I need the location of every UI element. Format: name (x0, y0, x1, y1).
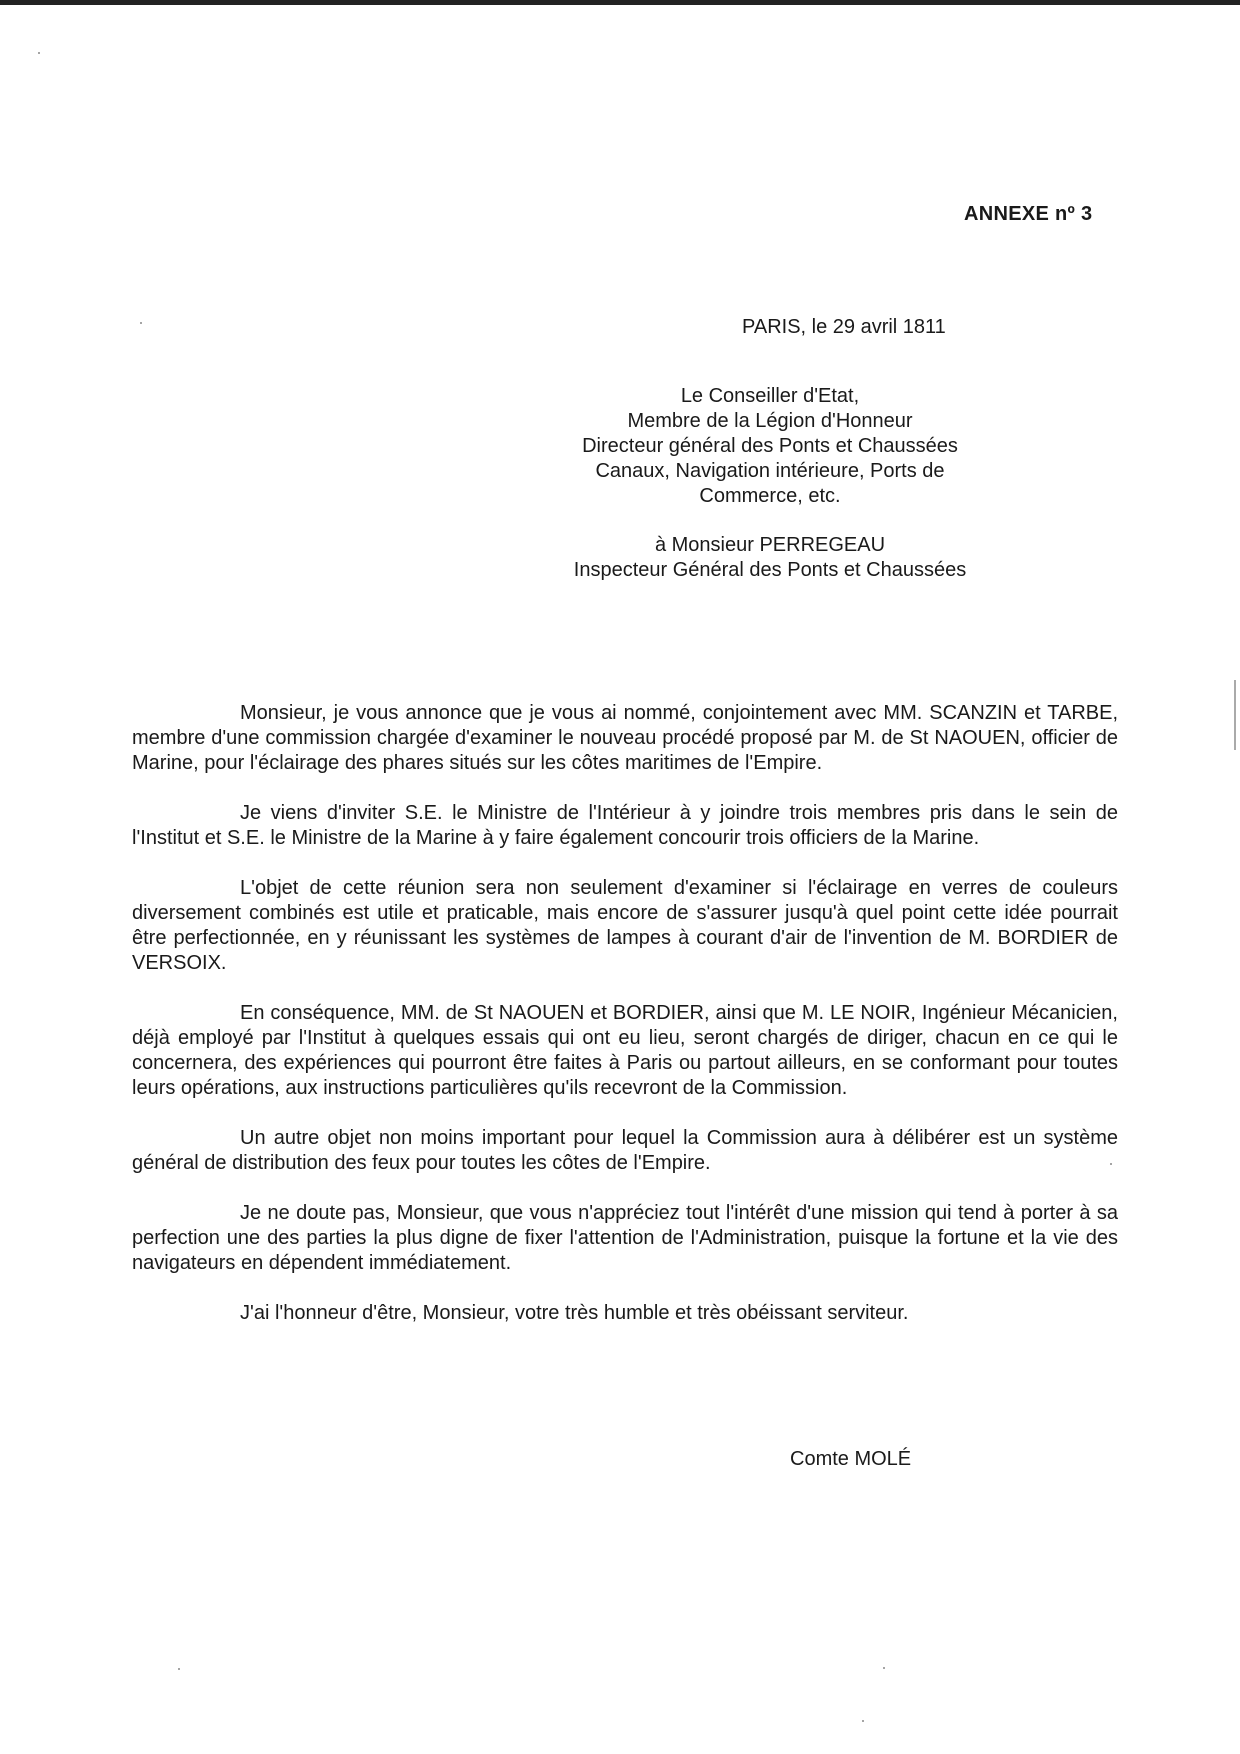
scan-speck (1110, 1163, 1112, 1165)
scan-speck (883, 1667, 885, 1669)
scan-speck (862, 1720, 864, 1722)
paragraph: Monsieur, je vous annonce que je vous ai nommé, conjointement avec MM. SCANZIN et TARBE, membre d'une commission chargée d'examiner le nouveau procédé proposé par M. de St NAOUEN, officier de Marine, pour l'éclairage des phares situés sur les côtes maritimes de l'Empire. (132, 702, 1118, 774)
date-line: PARIS, le 29 avril 1811 (742, 316, 946, 338)
top-border-rule (0, 0, 1240, 5)
scan-speck (178, 1668, 180, 1670)
scan-speck (140, 322, 142, 324)
sender-block (560, 384, 980, 509)
recipient-line: Inspecteur Général des Ponts et Chaussées (573, 559, 967, 581)
sender-line: Commerce, etc. (699, 485, 841, 507)
letter-body (132, 701, 1118, 1351)
scan-edge-mark (1234, 680, 1236, 750)
recipient-block (560, 533, 980, 583)
paragraph: L'objet de cette réunion sera non seulement d'examiner si l'éclairage en verres de couleurs diversement combinés est utile et praticable, mais encore de s'assurer jusqu'à quel point cette idée pourrait être perfectionnée, en y réunissant les systèmes de lampes à courant d'air de l'invention de M. BORDIER de VERSOIX. (132, 877, 1118, 974)
sender-line: Directeur général des Ponts et Chaussées (582, 435, 958, 457)
signature: Comte MOLÉ (790, 1448, 912, 1470)
sender-line: Le Conseiller d'Etat, (680, 385, 860, 407)
annex-label: ANNEXE nº 3 (964, 203, 1093, 225)
sender-line: Canaux, Navigation intérieure, Ports de (595, 460, 945, 482)
scan-speck (38, 52, 40, 54)
paragraph: Je ne doute pas, Monsieur, que vous n'appréciez tout l'intérêt d'une mission qui tend à porter à sa perfection une des parties la plus digne de fixer l'attention de l'Administration, puisque la fortune et la vie des navigateurs en dépendent immédiatement. (132, 1202, 1118, 1274)
paragraph: Je viens d'inviter S.E. le Ministre de l'Intérieur à y joindre trois membres pris dans le sein de l'Institut et S.E. le Ministre de la Marine à y faire également concourir trois officiers de la Marine. (132, 802, 1118, 849)
paragraph: Un autre objet non moins important pour lequel la Commission aura à délibérer est un système général de distribution des feux pour toutes les côtes de l'Empire. (132, 1127, 1118, 1174)
sender-line: Membre de la Légion d'Honneur (627, 410, 913, 432)
recipient-line: à Monsieur PERREGEAU (654, 534, 886, 556)
closing-paragraph: J'ai l'honneur d'être, Monsieur, votre très humble et très obéissant serviteur. (240, 1302, 909, 1324)
paragraph: En conséquence, MM. de St NAOUEN et BORDIER, ainsi que M. LE NOIR, Ingénieur Mécanicien, déjà employé par l'Institut à quelques essais qui ont eu lieu, seront chargés de diriger, chacun en ce qui le concernera, des expériences qui pourront être faites à Paris ou partout ailleurs, en se conformant pour toutes leurs opérations, aux instructions particulières qu'ils recevront de la Commission. (132, 1002, 1118, 1099)
